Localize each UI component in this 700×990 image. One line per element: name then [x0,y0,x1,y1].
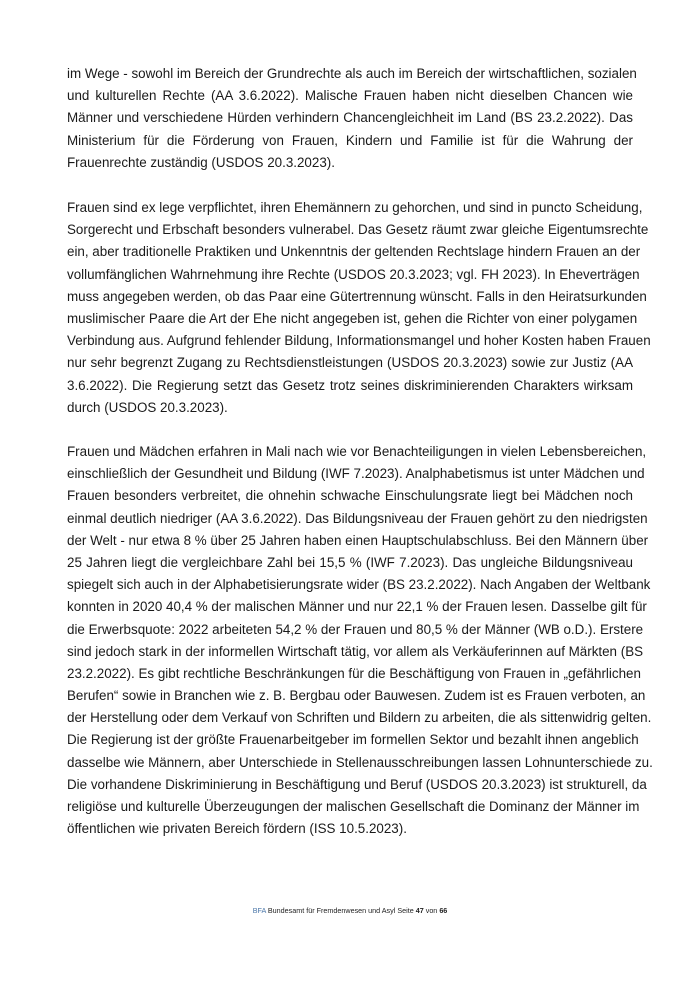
footer-agency: Bundesamt für Fremdenwesen und Asyl [267,906,396,915]
text-line: Berufen“ sowie in Branchen wie z. B. Bergbau oder Bauwesen. Zudem ist es Frauen verboten, an [67,688,646,704]
text-line: muss angegeben werden, ob das Paar eine Gütertrennung wünscht. Falls in den Heiratsurkunden [67,288,647,304]
text-line: der Welt - nur etwa 8 % über 25 Jahren haben einen Hauptschulabschluss. Bei den Männern über [67,532,649,548]
text-line: 3.6.2022). Die Regierung setzt das Gesetz trotz seines diskriminierenden Charakters wirksam [67,377,633,393]
text-line: Die vorhandene Diskriminierung in Beschäftigung und Beruf (USDOS 20.3.2023) ist strukturell, da [67,776,647,792]
paragraph-1 [67,63,637,174]
text-line: Frauenrechte zuständig (USDOS 20.3.2023). [67,154,335,170]
text-line: dasselbe wie Männern, aber Unterschiede in Stellenausschreibungen lassen Lohnunterschiede zu. [67,754,653,770]
text-line: 25 Jahren liegt die vergleichbare Zahl bei 15,5 % (IWF 7.2023). Das ungleiche Bildungsniveau [67,554,633,570]
paragraph-3 [67,441,653,840]
text-line: spiegelt sich auch in der Alphabetisierungsrate wider (BS 23.2.2022). Nach Angaben der Weltbank [67,577,651,593]
page-footer [0,906,700,915]
text-line: und kulturellen Rechte (AA 3.6.2022). Malische Frauen haben nicht dieselben Chancen wie [67,88,633,104]
footer-page-total: 66 [439,906,448,915]
text-line: muslimischer Paare die Art der Ehe nicht angegeben ist, gehen die Richter von einer polygamen [67,310,638,326]
text-line: sind jedoch stark in der informellen Wirtschaft tätig, vor allem als Verkäuferinnen auf Märkten (BS [67,643,644,659]
text-line: ein, aber traditionelle Praktiken und Unkenntnis der geltenden Rechtslage hindern Frauen an der [67,244,641,260]
text-line: öffentlichen wie privaten Bereich fördern (ISS 10.5.2023). [67,821,407,837]
text-line: nur sehr begrenzt Zugang zu Rechtsdienstleistungen (USDOS 20.3.2023) sowie zur Justiz (AA [67,355,633,371]
text-line: 23.2.2022). Es gibt rechtliche Beschränkungen für die Beschäftigung von Frauen in „gefährlichen [67,665,641,681]
text-line: die Erwerbsquote: 2022 arbeiteten 54,2 % der Frauen und 80,5 % der Männer (WB o.D.). Erstere [67,621,644,637]
text-line: im Wege - sowohl im Bereich der Grundrechte als auch im Bereich der wirtschaftlichen, sozialen [67,66,637,81]
text-line: religiöse und kulturelle Überzeugungen der malischen Gesellschaft die Dominanz der Männer im [67,799,640,814]
text-line: vollumfänglichen Wahrnehmung ihre Rechte (USDOS 20.3.2023; vgl. FH 2023). In Eheverträgen [67,266,640,282]
text-line: Verbindung aus. Aufgrund fehlender Bildung, Informationsmangel und hoher Kosten haben Frauen [67,333,651,349]
text-line: Frauen und Mädchen erfahren in Mali nach wie vor Benachteiligungen in vielen Lebensbereichen, [67,444,647,459]
text-line: Frauen besonders verbreitet, die ohnehin schwache Einschulungsrate liegt bei Mädchen noch [67,488,633,504]
text-line: Frauen sind ex lege verpflichtet, ihren Ehemännern zu gehorchen, und sind in puncto Scheidung, [67,200,643,215]
footer-page-label: Seite [397,906,414,915]
text-line: Männer und verschiedene Hürden verhindern Chancengleichheit im Land (BS 23.2.2022). Das [67,110,633,126]
text-line: Die Regierung ist der größte Frauenarbeitgeber im formellen Sektor und bezahlt ihnen angeblich [67,732,639,748]
text-line: durch (USDOS 20.3.2023). [67,399,228,415]
footer-of-label: von [425,906,438,915]
footer-brand-logo: BFA [252,906,266,915]
text-line: einschließlich der Gesundheit und Bildung (IWF 7.2023). Analphabetismus ist unter Mädchen und [67,466,645,482]
text-line: der Herstellung oder dem Verkauf von Schriften und Bildern zu arbeiten, die als sittenwidrig gelten. [67,710,652,726]
text-line: Ministerium für die Förderung von Frauen, Kindern und Familie ist für die Wahrung der [67,132,633,148]
paragraph-2 [67,197,651,419]
text-line: konnten in 2020 40,4 % der malischen Männer und nur 22,1 % der Frauen lesen. Dasselbe gilt für [67,599,647,615]
footer-page-number: 47 [415,906,424,915]
text-line: Sorgerecht und Erbschaft besonders vulnerabel. Das Gesetz räumt zwar gleiche Eigentumsrechte [67,222,649,238]
text-line: einmal deutlich niedriger (AA 3.6.2022). Das Bildungsniveau der Frauen gehört zu den niedrigsten [67,510,648,526]
